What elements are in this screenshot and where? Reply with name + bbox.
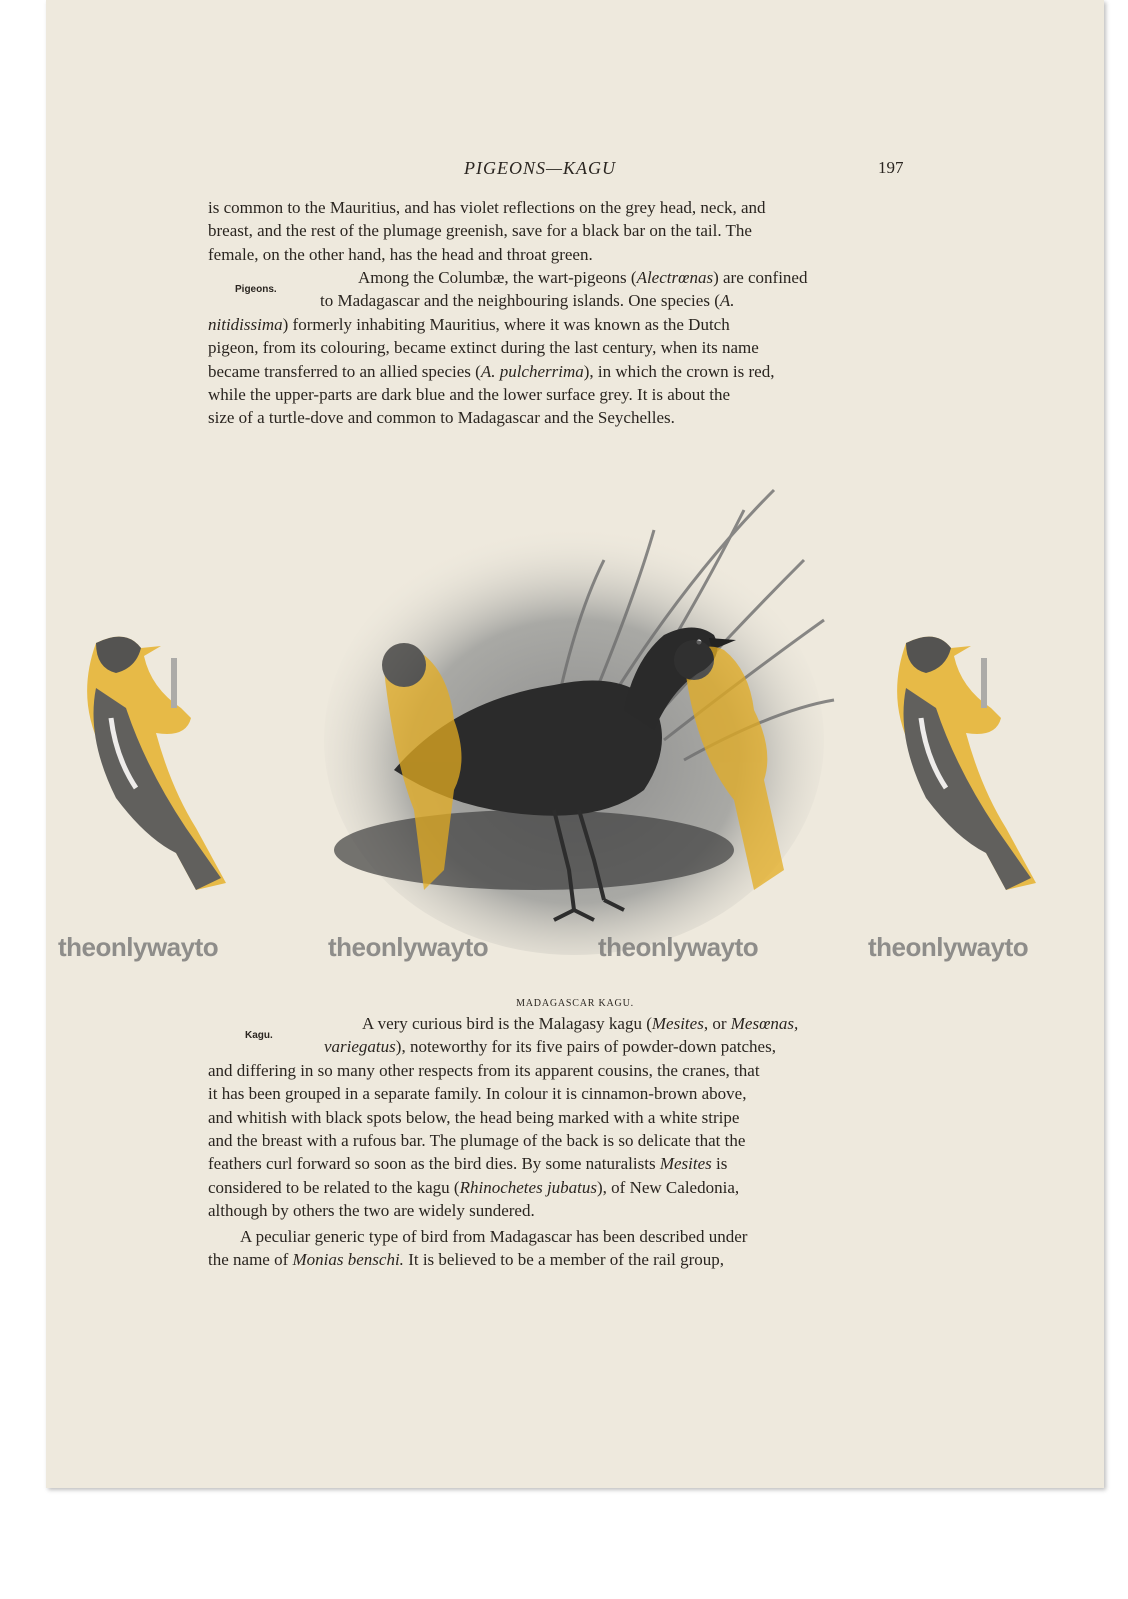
text-line: size of a turtle-dove and common to Madagascar and the Seychelles. (208, 408, 675, 428)
text-line: although by others the two are widely sundered. (208, 1201, 535, 1221)
text-line: while the upper-parts are dark blue and the lower surface grey. It is about the (208, 385, 731, 405)
book-page (46, 0, 1104, 1488)
watermark-text: theonlywayto (598, 932, 759, 962)
text-line: nitidissima) formerly inhabiting Mauritius, where it was known as the Dutch (208, 314, 730, 334)
paragraph-2 (208, 266, 908, 430)
text-line: variegatus), noteworthy for its five pairs of powder-down patches, (324, 1037, 776, 1057)
text-line: and whitish with black spots below, the head being marked with a white stripe (208, 1107, 740, 1127)
paragraph-1 (208, 196, 908, 266)
text-line: it has been grouped in a separate family. In colour it is cinnamon-brown above, (208, 1084, 747, 1104)
text-line: the name of Monias benschi. It is believed to be a member of the rail group, (208, 1250, 724, 1270)
text-line: breast, and the rest of the plumage greenish, save for a black bar on the tail. The (208, 221, 752, 241)
figure-caption: MADAGASCAR KAGU. (516, 998, 634, 1009)
text-line: considered to be related to the kagu (Rhinochetes jubatus), of New Caledonia, (208, 1177, 740, 1197)
text-line: is common to the Mauritius, and has violet reflections on the grey head, neck, and (208, 198, 766, 217)
text-line: Among the Columbæ, the wart-pigeons (Alectrœnas) are confined (358, 268, 808, 287)
watermark-oriole-bird (56, 628, 236, 898)
sidenote-kagu: Kagu. (245, 1030, 273, 1041)
sidenote-pigeons: Pigeons. (235, 284, 277, 295)
paragraph-4 (208, 1225, 908, 1272)
paragraph-3 (208, 1012, 908, 1223)
text-line: to Madagascar and the neighbouring islands. One species (A. (320, 291, 735, 311)
text-line: and differing in so many other respects from its apparent cousins, the cranes, that (208, 1060, 760, 1080)
watermark-text: theonlywayto (868, 932, 1029, 962)
text-line: feathers curl forward so soon as the bird dies. By some naturalists Mesites is (208, 1154, 728, 1174)
page-title: PIGEONS—KAGU (464, 158, 616, 178)
text-line: pigeon, from its colouring, became extinct during the last century, when its name (208, 338, 759, 358)
watermark-text: theonlywayto (58, 932, 219, 962)
watermark-text: theonlywayto (328, 932, 489, 962)
page-number: 197 (878, 158, 904, 177)
text-line: female, on the other hand, has the head and throat green. (208, 244, 593, 264)
watermark-oriole-bird (866, 628, 1046, 898)
kagu-illustration (304, 470, 844, 960)
text-line: A peculiar generic type of bird from Madagascar has been described under (240, 1227, 748, 1246)
text-line: A very curious bird is the Malagasy kagu (Mesites, or Mesœnas, (362, 1014, 799, 1033)
text-line: and the breast with a rufous bar. The plumage of the back is so delicate that the (208, 1131, 746, 1151)
text-line: became transferred to an allied species (A. pulcherrima), in which the crown is red, (208, 361, 775, 381)
